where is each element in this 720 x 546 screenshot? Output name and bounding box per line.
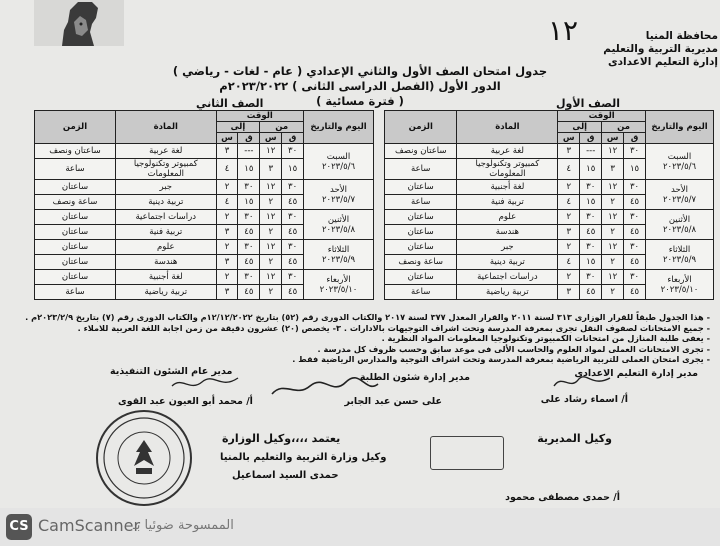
day-date-cell <box>304 270 374 300</box>
col-to-min: ق <box>238 133 260 144</box>
from-min: ٣٠ <box>282 144 304 159</box>
to-min: ١٥ <box>580 195 602 210</box>
col-to: إلى <box>558 122 602 133</box>
day-date-cell <box>646 180 714 210</box>
from-hour: ١٢ <box>260 240 282 255</box>
col-to-hour: س <box>216 133 238 144</box>
to-min: ٣٠ <box>238 270 260 285</box>
note-item: - جميع الامتحانات لصفوف النقل تجرى بمعرفة المدرسة وتحت اشراف التوجيهات بالادارات . ٣- يخصص (٢٠) عشرون دقيقة من زمن اجابة اللغة العربية للاملاء . <box>77 322 710 333</box>
subject-cell: تربية رياضية <box>115 285 216 300</box>
to-hour: ٣ <box>558 144 580 159</box>
to-hour: ٣ <box>216 285 238 300</box>
date-label: ٢٠٢٣/٥/٩ <box>662 254 697 265</box>
col-to-min: ق <box>580 133 602 144</box>
deputy-directorate-name: أ/ حمدى مصطفى محمود <box>505 492 620 503</box>
to-hour: ٤ <box>558 195 580 210</box>
col-from-min: ق <box>624 133 646 144</box>
signature-left-name: أ/ محمد أبو العيون عبد القوى <box>118 396 253 407</box>
from-hour: ٢ <box>602 195 624 210</box>
handwritten-signature-right <box>552 372 612 392</box>
to-hour: ٤ <box>558 159 580 180</box>
subject-cell: تربية رياضية <box>457 285 558 300</box>
day-date-cell <box>304 240 374 270</box>
to-min: ٣٠ <box>238 210 260 225</box>
from-hour: ٢ <box>260 195 282 210</box>
table-row <box>35 240 374 255</box>
day-label: الأثنين <box>668 214 691 225</box>
duration-cell: ساعة ونصف <box>35 195 116 210</box>
document-title: جدول امتحان الصف الأول والثاني الإعدادي ( عام - لغات - رياضي ) <box>172 64 548 78</box>
from-hour: ٢ <box>602 285 624 300</box>
handwritten-signature-left <box>170 374 240 394</box>
header-line-administration: إدارة التعليم الاعدادى <box>608 56 718 68</box>
grade1-schedule-table <box>384 110 714 300</box>
signature-mid-name: على حسن عبد الجابر <box>344 396 442 407</box>
col-from: من <box>602 122 646 133</box>
to-hour: ٤ <box>558 255 580 270</box>
to-hour: ٣ <box>216 144 238 159</box>
to-min: ٤٥ <box>238 225 260 240</box>
duration-cell: ساعتان <box>385 240 457 255</box>
from-min: ٣٠ <box>282 240 304 255</box>
signature-left-title: مدير عام الشئون التنفيذية <box>110 366 233 377</box>
date-label: ٢٠٢٣/٥/١٠ <box>319 284 358 295</box>
from-hour: ٢ <box>260 225 282 240</box>
table-row <box>35 270 374 285</box>
subject-cell: لغة أجنبية <box>115 270 216 285</box>
from-hour: ١٢ <box>602 240 624 255</box>
to-min: ٤٥ <box>580 285 602 300</box>
duration-cell: ساعتان <box>385 180 457 195</box>
day-label: الأحد <box>671 184 688 195</box>
col-day-date: اليوم والتاريخ <box>304 111 374 144</box>
duration-cell: ساعة <box>35 159 116 180</box>
subject-cell: جبر <box>457 240 558 255</box>
grade2-title: الصف الثاني <box>196 97 264 110</box>
notes-block <box>10 312 710 365</box>
from-min: ٤٥ <box>282 195 304 210</box>
col-time: الوقت <box>216 111 303 122</box>
header-line-governorate: محافظة المنيا <box>645 30 718 42</box>
to-min: ١٥ <box>580 255 602 270</box>
subject-cell: تربية دينية <box>457 255 558 270</box>
col-day-date: اليوم والتاريخ <box>646 111 714 144</box>
col-from-min: ق <box>282 133 304 144</box>
from-hour: ١٢ <box>602 210 624 225</box>
to-min: ٣٠ <box>580 240 602 255</box>
subject-cell: هندسة <box>457 225 558 240</box>
from-min: ٣٠ <box>624 240 646 255</box>
document-subtitle: الدور الأول (الفصل الدراسى الثانى ) ٢٠٢٣/٢٠٢٢م <box>219 79 501 93</box>
to-min: ٣٠ <box>580 210 602 225</box>
table-row <box>385 270 714 285</box>
duration-cell: ساعة <box>35 285 116 300</box>
duration-cell: ساعتان <box>385 225 457 240</box>
duration-cell: ساعة <box>385 285 457 300</box>
col-from-hour: س <box>260 133 282 144</box>
col-subject: المادة <box>115 111 216 144</box>
to-hour: ٤ <box>216 195 238 210</box>
from-hour: ٣ <box>260 159 282 180</box>
to-hour: ٣ <box>558 285 580 300</box>
to-hour: ٢ <box>216 270 238 285</box>
table-header-row <box>385 111 714 122</box>
table-header-row <box>35 111 374 122</box>
duration-cell: ساعتان <box>35 225 116 240</box>
col-to: إلى <box>216 122 260 133</box>
to-min: ١٥ <box>580 159 602 180</box>
to-hour: ٢ <box>558 180 580 195</box>
table-row <box>385 144 714 159</box>
from-min: ٣٠ <box>624 144 646 159</box>
table-row <box>35 210 374 225</box>
subject-cell: تربية فنية <box>457 195 558 210</box>
to-hour: ٣ <box>216 255 238 270</box>
from-min: ٣٠ <box>624 180 646 195</box>
to-min: ١٥ <box>238 195 260 210</box>
camscanner-name: CamScanner <box>38 516 141 535</box>
subject-cell: علوم <box>115 240 216 255</box>
subject-cell: لغة عربية <box>457 144 558 159</box>
table-row <box>385 240 714 255</box>
to-hour: ٢ <box>558 210 580 225</box>
day-label: الأحد <box>330 184 347 195</box>
to-min: ٣٠ <box>238 180 260 195</box>
day-date-cell <box>646 240 714 270</box>
to-min: --- <box>238 144 260 159</box>
from-min: ٤٥ <box>282 225 304 240</box>
from-min: ٣٠ <box>282 180 304 195</box>
ministry-deputy-name: حمدى السيد اسماعيل <box>232 470 339 481</box>
grade2-schedule-table <box>34 110 374 300</box>
subject-cell: تربية دينية <box>115 195 216 210</box>
duration-cell: ساعتان <box>35 210 116 225</box>
to-min: ٤٥ <box>580 225 602 240</box>
duration-cell: ساعتان <box>385 210 457 225</box>
date-label: ٢٠٢٣/٥/٨ <box>321 224 356 235</box>
from-hour: ١٢ <box>602 270 624 285</box>
subject-cell: جبر <box>115 180 216 195</box>
table-row <box>35 144 374 159</box>
from-hour: ٣ <box>602 159 624 180</box>
date-label: ٢٠٢٣/٥/٧ <box>662 194 697 205</box>
duration-cell: ساعة ونصف <box>385 255 457 270</box>
duration-cell: ساعتان <box>35 270 116 285</box>
to-hour: ٢ <box>558 270 580 285</box>
from-min: ١٥ <box>624 159 646 180</box>
header-line-directorate: مديرية التربية والتعليم <box>603 43 718 55</box>
from-min: ٤٥ <box>624 195 646 210</box>
to-min: --- <box>580 144 602 159</box>
from-hour: ١٢ <box>260 270 282 285</box>
from-hour: ١٢ <box>260 180 282 195</box>
day-date-cell <box>304 180 374 210</box>
camscanner-arabic-label: الممسوحة ضوئيا بـ <box>133 518 234 533</box>
header-block <box>588 30 718 69</box>
camscanner-logo-icon: CS <box>6 514 32 540</box>
from-min: ٣٠ <box>624 210 646 225</box>
page-number: ١٢ <box>548 14 579 47</box>
table-row <box>35 180 374 195</box>
col-subject: المادة <box>457 111 558 144</box>
day-date-cell <box>304 210 374 240</box>
day-label: السبت <box>326 151 351 162</box>
ministry-deputy-title: وكيل وزارة التربية والتعليم بالمنيا <box>220 452 387 463</box>
col-duration: الزمن <box>385 111 457 144</box>
subject-cell: علوم <box>457 210 558 225</box>
date-label: ٢٠٢٣/٥/٧ <box>321 194 356 205</box>
day-label: الأربعاء <box>326 274 351 285</box>
col-from-hour: س <box>602 133 624 144</box>
from-hour: ١٢ <box>602 180 624 195</box>
duration-cell: ساعتان ونصف <box>35 144 116 159</box>
to-min: ٤٥ <box>238 255 260 270</box>
day-date-cell <box>304 144 374 180</box>
signature-right-title: مدير إدارة التعليم الاعدادى <box>574 368 698 379</box>
to-hour: ٢ <box>216 240 238 255</box>
from-hour: ٢ <box>260 255 282 270</box>
col-time: الوقت <box>558 111 646 122</box>
day-date-cell <box>646 144 714 180</box>
to-min: ٣٠ <box>580 270 602 285</box>
date-label: ٢٠٢٣/٥/١٠ <box>660 284 699 295</box>
from-hour: ٢ <box>260 285 282 300</box>
date-label: ٢٠٢٣/٥/٦ <box>321 161 356 172</box>
subject-cell: لغة عربية <box>115 144 216 159</box>
from-min: ٤٥ <box>282 285 304 300</box>
date-label: ٢٠٢٣/٥/٨ <box>662 224 697 235</box>
from-min: ١٥ <box>282 159 304 180</box>
table-row <box>385 180 714 195</box>
col-duration: الزمن <box>35 111 116 144</box>
from-hour: ٢ <box>602 225 624 240</box>
from-min: ٤٥ <box>282 255 304 270</box>
day-label: السبت <box>667 151 692 162</box>
subject-cell: هندسة <box>115 255 216 270</box>
date-label: ٢٠٢٣/٥/٦ <box>662 161 697 172</box>
from-min: ٣٠ <box>282 270 304 285</box>
note-item: - هذا الجدول طبقاً للقرار الوزارى ٣١٣ لسنة ٢٠١١ والقرار المعدل ٣٧٧ لسنة ٢٠١٧ والكتاب الدورى رقم (٥٢) بتاريخ ١٢/١٢/٢٠٢٢م والكتاب الدورى رقم (٧) بتاريخ ٢٠٢٣/٢/٩م . <box>25 312 710 322</box>
from-min: ٣٠ <box>624 270 646 285</box>
signature-mid-title: مدير إدارة شئون الطلبة <box>359 372 470 383</box>
note-item: - يجرى امتحان العملى للتربية الرياضية بمعرفة المدرسة وتحت اشراف التوجية والمدارس الرياضية فقط . <box>292 354 710 364</box>
to-hour: ٢ <box>558 240 580 255</box>
to-min: ٣٠ <box>238 240 260 255</box>
day-date-cell <box>646 210 714 240</box>
to-hour: ٣ <box>216 225 238 240</box>
deputy-directorate-title: وكيل المديرية <box>537 432 612 445</box>
day-label: الثلاثاء <box>668 244 691 255</box>
duration-cell: ساعتان <box>35 240 116 255</box>
note-item: - تجرى الامتحانات العملى لمواد العلوم والحاسب الألى فى موعد سابق وحسب ظروف كل مدرسة . <box>317 343 710 354</box>
subject-cell: دراسات اجتماعية <box>457 270 558 285</box>
duration-cell: ساعتان ونصف <box>385 144 457 159</box>
grade1-title: الصف الأول <box>556 97 621 110</box>
to-min: ٤٥ <box>238 285 260 300</box>
to-hour: ٣ <box>558 225 580 240</box>
from-min: ٣٠ <box>282 210 304 225</box>
header-logo-image <box>34 0 124 46</box>
approval-line: يعتمد ،،،،وكيل الوزارة <box>222 432 341 445</box>
from-min: ٤٥ <box>624 285 646 300</box>
col-from: من <box>260 122 304 133</box>
subject-cell: كمبيوتر وتكنولوجيا المعلومات <box>115 159 216 180</box>
duration-cell: ساعة <box>385 195 457 210</box>
official-round-seal <box>96 410 192 506</box>
table-row <box>385 210 714 225</box>
to-hour: ٢ <box>216 210 238 225</box>
camscanner-watermark-bar <box>0 508 720 546</box>
duration-cell: ساعتان <box>35 180 116 195</box>
directorate-stamp <box>430 436 504 470</box>
document-period: ( فترة مسائية ) <box>316 94 404 108</box>
from-min: ٤٥ <box>624 225 646 240</box>
subject-cell: تربية فنية <box>115 225 216 240</box>
from-hour: ١٢ <box>602 144 624 159</box>
duration-cell: ساعتان <box>35 255 116 270</box>
handwritten-signature-mid <box>270 376 380 402</box>
day-label: الثلاثاء <box>327 244 350 255</box>
from-min: ٤٥ <box>624 255 646 270</box>
from-hour: ١٢ <box>260 210 282 225</box>
duration-cell: ساعة <box>385 159 457 180</box>
from-hour: ٢ <box>602 255 624 270</box>
to-hour: ٤ <box>216 159 238 180</box>
to-min: ١٥ <box>238 159 260 180</box>
day-date-cell <box>646 270 714 300</box>
subject-cell: كمبيوتر وتكنولوجيا المعلومات <box>457 159 558 180</box>
subject-cell: لغة أجنبية <box>457 180 558 195</box>
col-to-hour: س <box>558 133 580 144</box>
day-label: الأربعاء <box>667 274 692 285</box>
note-item: - يعفى طلبة المنازل من امتحانات الكمبيوتر وتكنولوجيا المعلومات المواد النظرية . <box>381 333 710 343</box>
to-min: ٣٠ <box>580 180 602 195</box>
to-hour: ٢ <box>216 180 238 195</box>
date-label: ٢٠٢٣/٥/٩ <box>321 254 356 265</box>
subject-cell: دراسات اجتماعية <box>115 210 216 225</box>
signature-right-name: أ/ اسماء رشاد على <box>540 394 628 405</box>
day-label: الأثنين <box>327 214 350 225</box>
from-hour: ١٢ <box>260 144 282 159</box>
duration-cell: ساعتان <box>385 270 457 285</box>
